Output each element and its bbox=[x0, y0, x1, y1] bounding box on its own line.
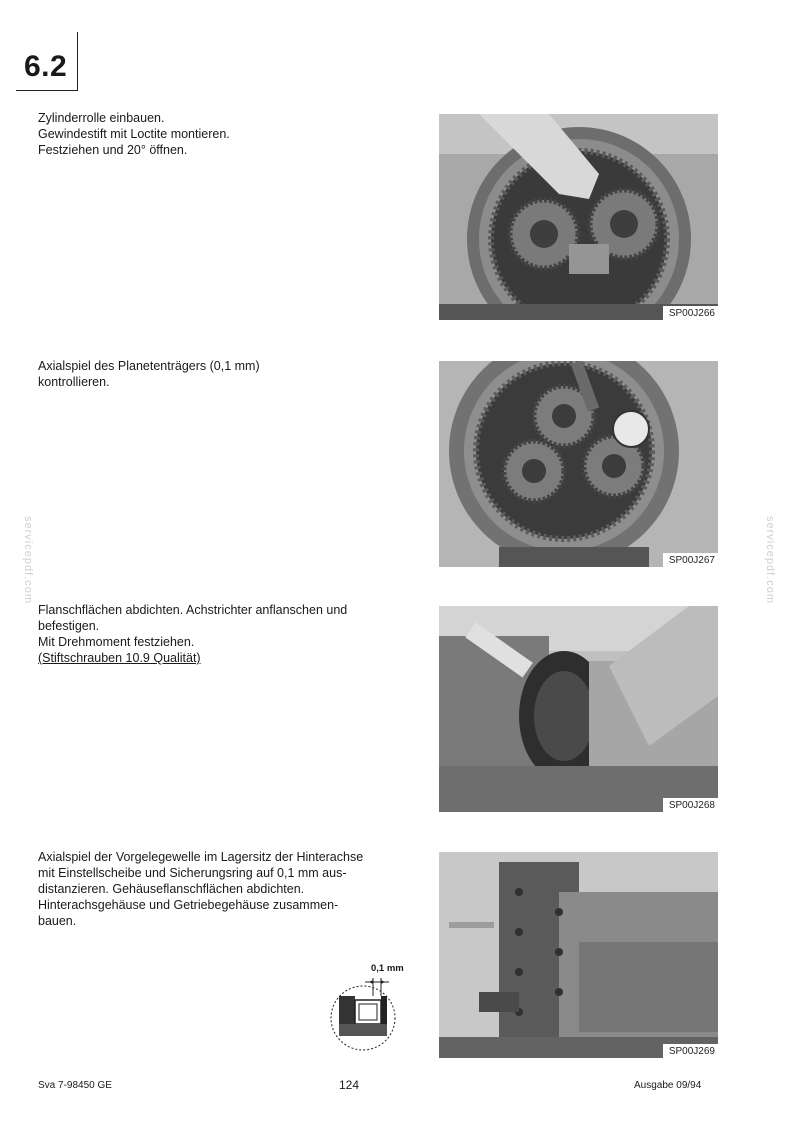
instruction-line: befestigen. bbox=[38, 619, 100, 633]
watermark-left: servicepdf.com bbox=[22, 516, 34, 604]
photo-caption: SP00J269 bbox=[663, 1044, 718, 1058]
watermark-right: servicepdf.com bbox=[764, 516, 776, 604]
photo-planetary-gear-assembly bbox=[439, 114, 718, 320]
photo-axle-flange-sealing bbox=[439, 606, 718, 812]
instruction-line: bauen. bbox=[38, 914, 77, 928]
footer-document-id: Sva 7-98450 GE bbox=[38, 1080, 112, 1091]
instruction-line: Flanschflächen abdichten. Achstrichter anflanschen und bbox=[38, 603, 348, 617]
diagram-dimension-label: 0,1 mm bbox=[371, 963, 404, 974]
instruction-line: kontrollieren. bbox=[38, 375, 110, 389]
instruction-line: Gewindestift mit Loctite montieren. bbox=[38, 127, 230, 141]
photo-caption: SP00J266 bbox=[663, 306, 718, 320]
instruction-line: mit Einstellscheibe und Sicherungsring auf 0,1 mm aus- bbox=[38, 866, 347, 880]
photo-planet-carrier-dial-gauge bbox=[439, 361, 718, 567]
instruction-line: Axialspiel des Planetenträgers (0,1 mm) bbox=[38, 359, 260, 373]
instruction-line: Zylinderrolle einbauen. bbox=[38, 111, 165, 125]
instruction-note: (Stiftschrauben 10.9 Qualität) bbox=[38, 651, 201, 665]
instruction-line: Hinterachsgehäuse und Getriebegehäuse zusammen- bbox=[38, 898, 339, 912]
photo-caption: SP00J268 bbox=[663, 798, 718, 812]
instruction-line: distanzieren. Gehäuseflanschflächen abdichten. bbox=[38, 882, 305, 896]
detail-diagram bbox=[325, 960, 415, 1052]
photo-step-2 bbox=[439, 361, 718, 567]
instruction-step-2 bbox=[38, 358, 398, 390]
instruction-line: Festziehen und 20° öffnen. bbox=[38, 143, 188, 157]
section-number: 6.2 bbox=[24, 50, 68, 83]
header-rule-horizontal bbox=[16, 90, 78, 91]
photo-step-4 bbox=[439, 852, 718, 1058]
photo-gearbox-housing-assembly bbox=[439, 852, 718, 1058]
photo-caption: SP00J267 bbox=[663, 553, 718, 567]
instruction-step-1 bbox=[38, 110, 398, 158]
instruction-step-4 bbox=[38, 849, 398, 929]
footer-edition: Ausgabe 09/94 bbox=[634, 1080, 702, 1091]
photo-step-1 bbox=[439, 114, 718, 320]
instruction-line: Axialspiel der Vorgelegewelle im Lagersitz der Hinterachse bbox=[38, 850, 364, 864]
header-rule-vertical bbox=[77, 32, 78, 90]
footer-page-number: 124 bbox=[339, 1078, 360, 1092]
photo-step-3 bbox=[439, 606, 718, 812]
instruction-line: Mit Drehmoment festziehen. bbox=[38, 635, 195, 649]
instruction-step-3 bbox=[38, 602, 398, 666]
